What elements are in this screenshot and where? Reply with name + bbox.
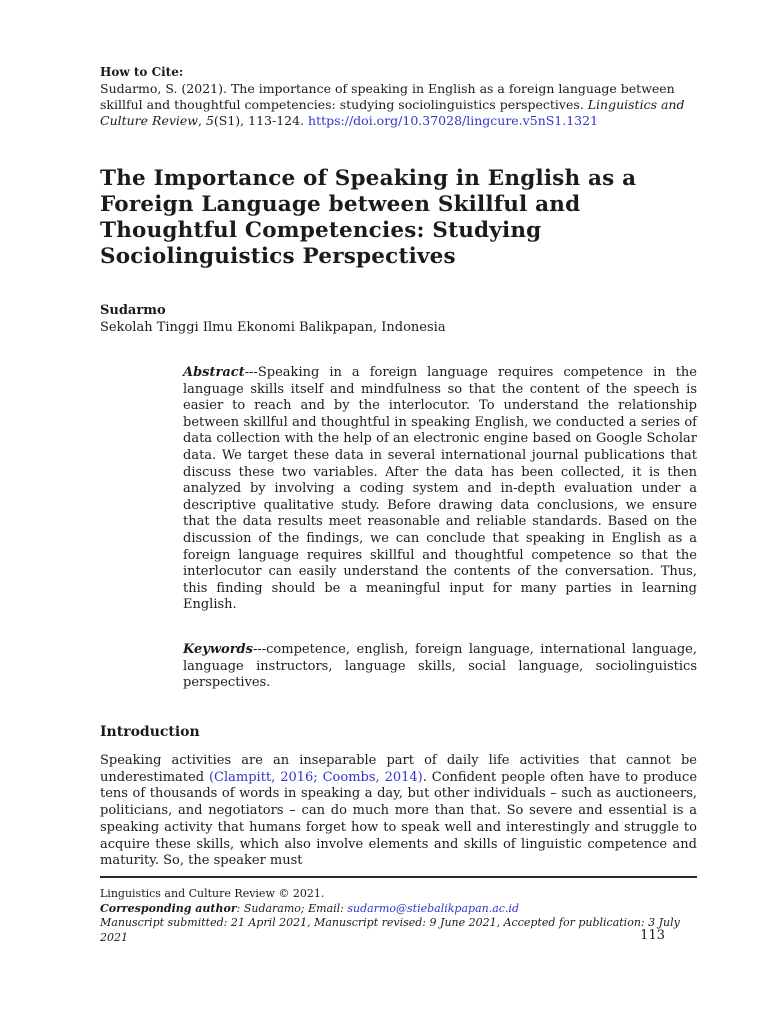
citation-text-part2: ,: [198, 113, 206, 128]
manuscript-dates-line: Manuscript submitted: 21 April 2021, Manuscript revised: 9 June 2021, Accepted for publication: 3 July 2021: [100, 916, 680, 944]
citation-text-part3: (S1), 113-124.: [213, 113, 309, 128]
introduction-paragraph: [100, 753, 697, 877]
keywords-block: [183, 642, 697, 692]
author-block: [100, 302, 696, 336]
keywords-label: Keywords: [183, 642, 253, 657]
section-heading-introduction: Introduction: [100, 724, 200, 740]
keywords-separator: ---: [252, 642, 267, 657]
abstract-label: Abstract: [183, 365, 245, 380]
abstract-separator: ---: [244, 365, 258, 380]
corresponding-author-text: : Sudaramo; Email:: [236, 901, 348, 915]
journal-copyright-line: Linguistics and Culture Review © 2021.: [100, 887, 325, 900]
citation-volume: 5: [205, 113, 214, 128]
page-number: 113: [640, 928, 665, 943]
introduction-text-part1: Speaking activities are an inseparable part of daily life activities that cannot be underestimated: [100, 753, 697, 785]
abstract-text: Speaking in a foreign language requires competence in the language skills itself and mindfulness so that the content of the speech is easier to reach and by the interlocutor. To understand the relationship between skillful and thoughtful in speaking English, we conducted a series of data collection with the help of an electronic engine based on Google Scholar data. We target these data in several international journal publications that discuss these two variables. After the data has been collected, it is then analyzed by involving a coding system and in-depth evaluation under a descriptive qualitative study. Before drawing data conclusions, we ensure that the data results meet reasonable and reliable standards. Based on the discussion of the findings, we can conclude that speaking in English as a foreign language requires skillful and thoughtful competence so that the interlocutor can easily understand the contents of the conversation. Thus, this finding should be a meaningful input for many parties in learning English.: [183, 365, 697, 613]
how-to-cite-block: [100, 64, 702, 129]
citation-text-part1: Sudarmo, S. (2021). The importance of speaking in English as a foreign language between skillful and thoughtful competencies: studying sociolinguistics perspectives.: [100, 81, 675, 112]
author-name: Sudarmo: [100, 303, 166, 318]
corresponding-author-label: Corresponding author: [100, 901, 237, 915]
paper-title: The Importance of Speaking in English as a Foreign Language between Skillful and Thoughtful Competencies: Studying Sociolinguistics Perspectives: [100, 166, 637, 269]
corresponding-author-line: [100, 902, 697, 917]
introduction-text-part2: . Confident people often have to produce tens of thousands of words in speaking a day, but other individuals – such as auctioneers, politicians, and negotiators – can do much more than that. So severe and essential is a speaking activity that humans forget how to speak well and interestingly and struggle to acquire these skills, which also involve elements and skills of linguistic competence and maturity. So, the speaker must: [100, 769, 697, 869]
citation-text: [100, 81, 702, 129]
keywords-text: competence, english, foreign language, international language, language instructors, language skills, social language, sociolinguistics perspectives.: [183, 642, 697, 691]
citation-journal-name: Linguistics and Culture Review: [100, 97, 685, 128]
abstract-block: [183, 365, 697, 614]
author-affiliation: Sekolah Tinggi Ilmu Ekonomi Balikpapan, Indonesia: [100, 320, 446, 335]
email-link[interactable]: sudarmo@stiebalikpapan.ac.id: [347, 901, 519, 915]
inline-citation-link[interactable]: (Clampitt, 2016; Coombs, 2014): [208, 769, 423, 785]
how-to-cite-label: How to Cite:: [100, 65, 184, 79]
doi-link[interactable]: https://doi.org/10.37028/lingcure.v5nS1.1321: [308, 113, 599, 128]
